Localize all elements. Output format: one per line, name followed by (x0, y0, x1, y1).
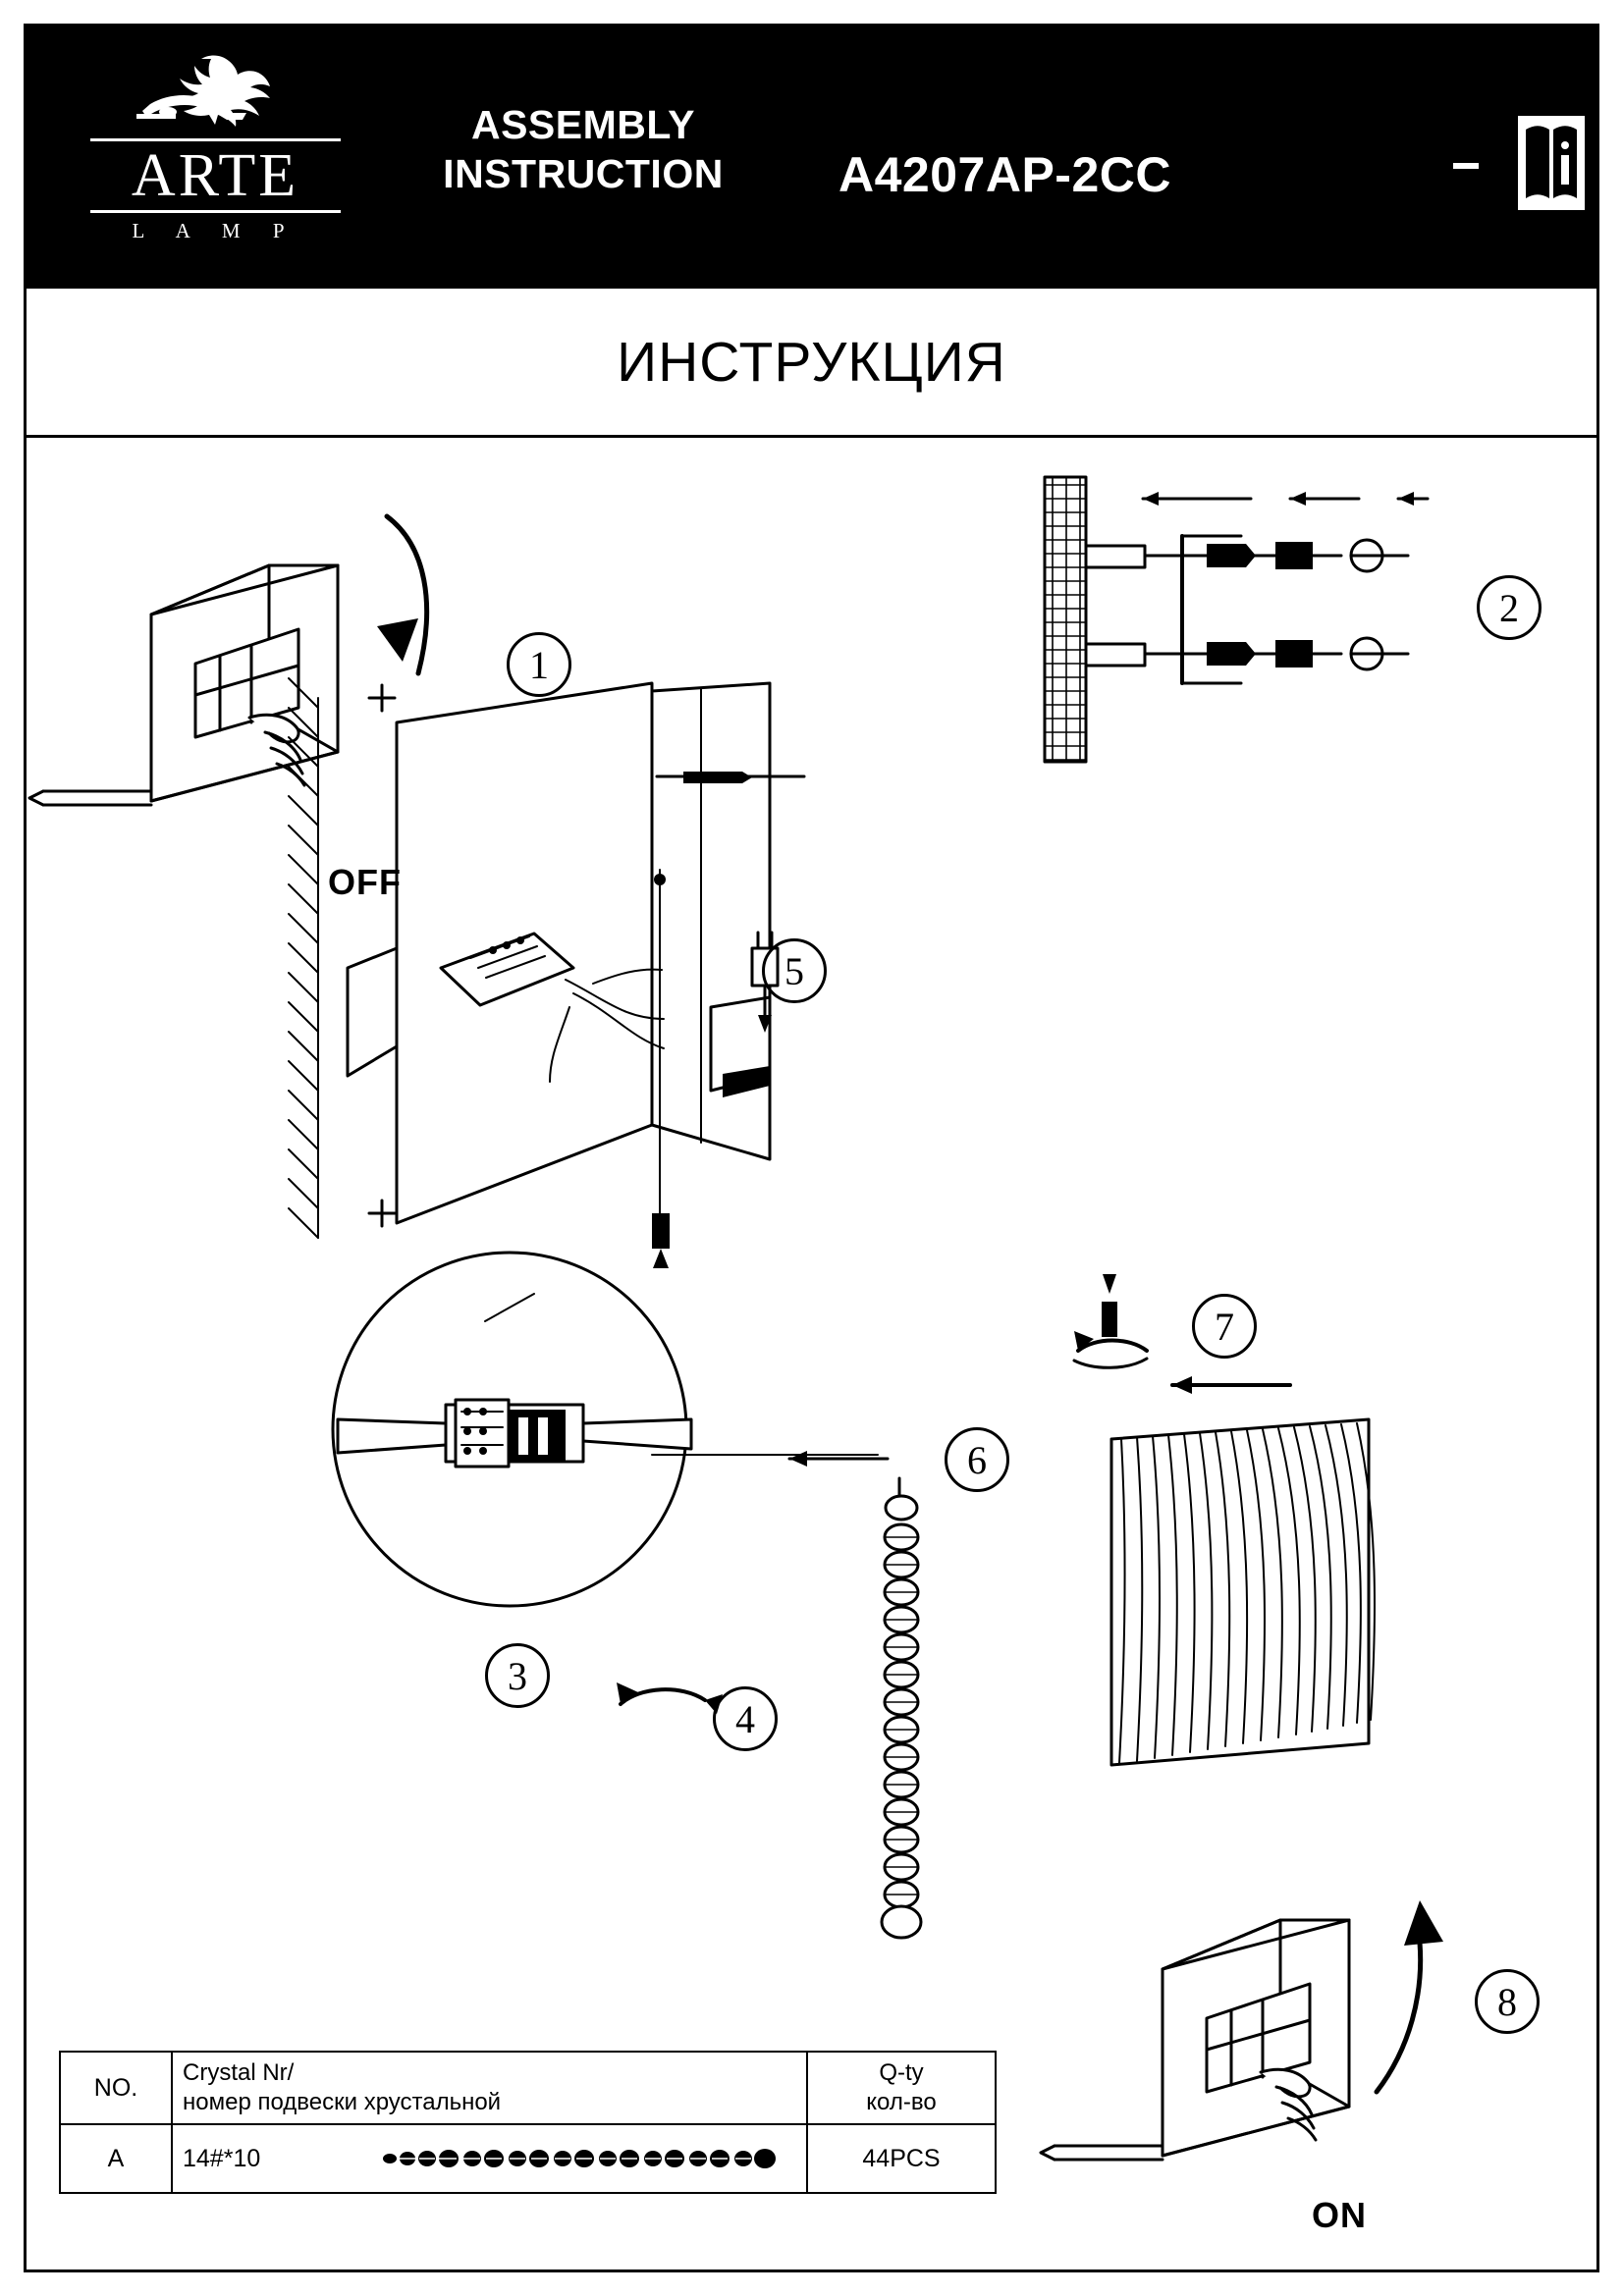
header-no: NO. (60, 2052, 172, 2124)
header-name-line2: номер подвески хрустальной (183, 2089, 502, 2115)
header-qty-line1: Q-ty (879, 2059, 924, 2086)
row-name (172, 2124, 807, 2193)
row-no: A (60, 2124, 172, 2193)
step4-rotate-arrow (617, 1682, 723, 1714)
table-header-row (60, 2052, 996, 2124)
griffin-logo-icon (107, 53, 323, 130)
brand-subtitle: L A M P (132, 219, 298, 242)
step8-switch-on-illustration (1041, 1900, 1443, 2160)
assembly-diagram (24, 438, 1599, 2272)
step-number-4: 4 (713, 1686, 778, 1751)
step-number-2: 2 (1477, 575, 1542, 640)
table-row (60, 2124, 996, 2193)
assembly-title-line2: INSTRUCTION (443, 151, 724, 196)
step-number-8: 8 (1475, 1969, 1540, 2034)
page-title-ru: ИНСТРУКЦИЯ (24, 289, 1599, 438)
step-number-6: 6 (945, 1427, 1009, 1492)
model-code: A4207AP-2CC (839, 147, 1171, 202)
brand-name: ARTE (131, 142, 299, 209)
header-band (24, 24, 1599, 289)
crystal-chain (882, 1478, 921, 1938)
row-qty: 44PCS (807, 2124, 996, 2193)
step-number-5: 5 (762, 938, 827, 1003)
logo-rule-top (90, 138, 341, 141)
read-manual-icon (1516, 114, 1587, 212)
diagram-canvas (24, 438, 1599, 2272)
logo-rule-bottom (90, 210, 341, 213)
brand-logo (78, 53, 352, 243)
step-number-7: 7 (1192, 1294, 1257, 1359)
lamp-shade (1111, 1419, 1375, 1765)
header-name-line1: Crystal Nr/ (183, 2059, 295, 2086)
parts-table (59, 2051, 997, 2194)
caption-on: ON (1312, 2195, 1367, 2235)
header-qty-line2: кол-во (866, 2089, 937, 2115)
header-name (172, 2052, 807, 2124)
step2-wall-anchors-illustration (1045, 477, 1428, 762)
assembly-title-line1: ASSEMBLY (470, 102, 696, 147)
step-number-1: 1 (507, 632, 571, 697)
ce-mark-icon (1369, 139, 1487, 204)
crystal-chain-icon (376, 2146, 788, 2171)
assembly-title (377, 100, 789, 198)
header-qty (807, 2052, 996, 2124)
row-name-text: 14#*10 (183, 2144, 261, 2172)
top-screw-rotate (1074, 1274, 1147, 1367)
caption-off: OFF (328, 862, 402, 902)
step-number-3: 3 (485, 1643, 550, 1708)
step1-switch-off-illustration (29, 516, 427, 805)
